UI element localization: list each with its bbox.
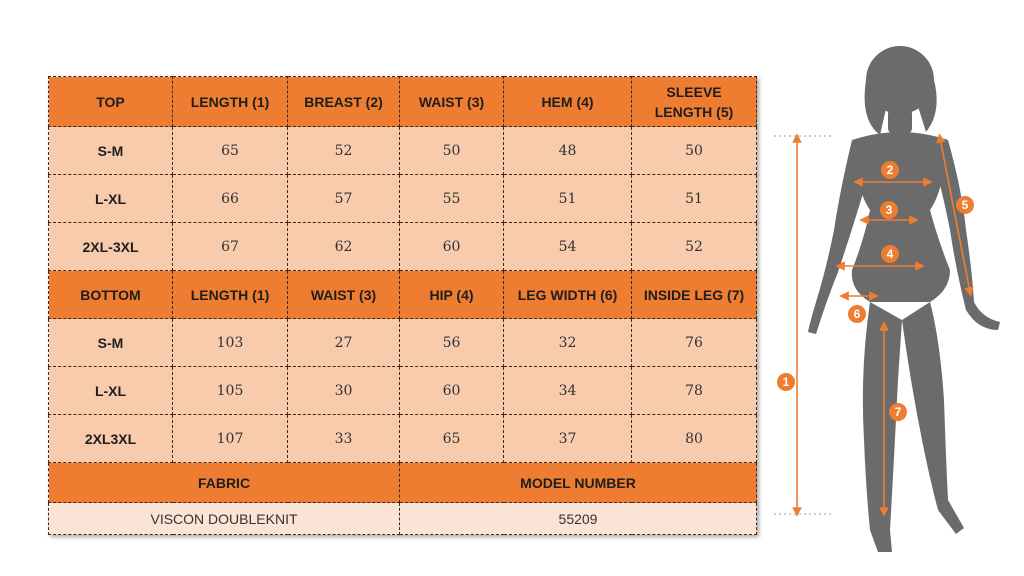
value-cell: 52 [632,223,757,271]
marker-5 [956,196,974,214]
value-cell: 27 [288,319,400,367]
top-section-label: TOP [49,77,173,127]
value-cell: 105 [173,367,288,415]
marker-label: 2 [886,163,894,177]
bottom-col-length: LENGTH (1) [173,271,288,319]
fabric-value-row [49,503,757,535]
marker-label: 3 [885,203,893,217]
body-silhouette-illustration [760,40,1024,571]
model-number-label: MODEL NUMBER [400,463,757,503]
size-label: 2XL-3XL [49,223,173,271]
table-row [49,319,757,367]
value-cell: 60 [400,367,504,415]
value-cell: 48 [504,127,632,175]
table-row [49,223,757,271]
top-col-waist: WAIST (3) [400,77,504,127]
value-cell: 55 [400,175,504,223]
value-cell: 65 [173,127,288,175]
marker-1 [777,373,795,391]
fabric-value: VISCON DOUBLEKNIT [49,503,400,535]
bottom-col-hip: HIP (4) [400,271,504,319]
value-cell: 52 [288,127,400,175]
marker-label: 6 [853,307,861,321]
value-cell: 67 [173,223,288,271]
value-cell: 78 [632,367,757,415]
value-cell: 57 [288,175,400,223]
marker-2 [881,161,899,179]
top-col-hem: HEM (4) [504,77,632,127]
value-cell: 66 [173,175,288,223]
fabric-header-row [49,463,757,503]
value-cell: 107 [173,415,288,463]
value-cell: 30 [288,367,400,415]
value-cell: 54 [504,223,632,271]
top-col-sleeve-length: SLEEVE LENGTH (5) [632,77,757,127]
value-cell: 34 [504,367,632,415]
marker-6 [848,305,866,323]
value-cell: 33 [288,415,400,463]
value-cell: 56 [400,319,504,367]
model-number-value: 55209 [400,503,757,535]
value-cell: 37 [504,415,632,463]
value-cell: 50 [632,127,757,175]
marker-label: 5 [961,198,969,212]
value-cell: 65 [400,415,504,463]
body-silhouette [808,46,1000,552]
value-cell: 80 [632,415,757,463]
size-label: S-M [49,127,173,175]
value-cell: 103 [173,319,288,367]
fabric-label: FABRIC [49,463,400,503]
table-row [49,175,757,223]
size-label: L-XL [49,175,173,223]
value-cell: 51 [504,175,632,223]
value-cell: 32 [504,319,632,367]
size-label: S-M [49,319,173,367]
value-cell: 60 [400,223,504,271]
marker-label: 7 [894,405,902,419]
table-row [49,415,757,463]
table-row [49,367,757,415]
marker-4 [881,245,899,263]
marker-7 [889,403,907,421]
size-label: 2XL3XL [49,415,173,463]
value-cell: 62 [288,223,400,271]
bottom-col-waist: WAIST (3) [288,271,400,319]
size-chart-table [48,76,757,535]
top-header-row [49,77,757,127]
bottom-header-row [49,271,757,319]
value-cell: 50 [400,127,504,175]
marker-label: 4 [886,247,894,261]
size-label: L-XL [49,367,173,415]
measurement-figure [760,40,1024,571]
marker-label: 1 [782,375,790,389]
bottom-col-leg-width: LEG WIDTH (6) [504,271,632,319]
top-col-length: LENGTH (1) [173,77,288,127]
top-col-breast: BREAST (2) [288,77,400,127]
table-row [49,127,757,175]
bottom-col-inside-leg: INSIDE LEG (7) [632,271,757,319]
marker-3 [880,201,898,219]
value-cell: 76 [632,319,757,367]
value-cell: 51 [632,175,757,223]
bottom-section-label: BOTTOM [49,271,173,319]
